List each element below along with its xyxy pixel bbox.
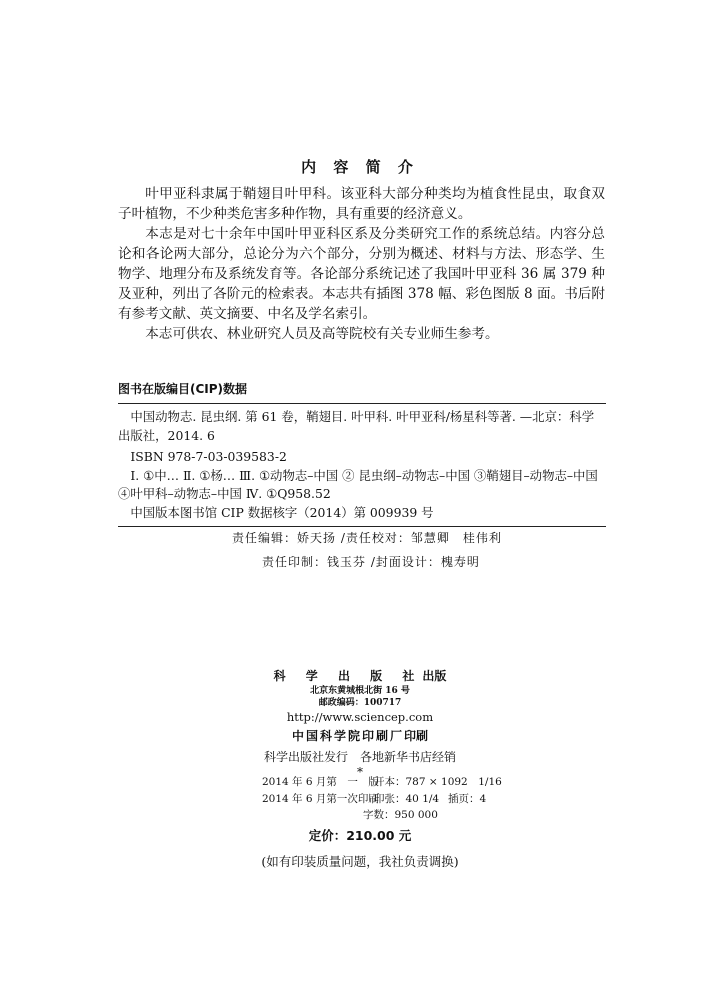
print-specs — [262, 774, 522, 824]
publisher-address: 北京东黄城根北街 16 号 — [310, 686, 410, 696]
imprint — [0, 667, 720, 778]
credits-production: 责任印制：钱玉芬 /封面设计：槐寿明 — [262, 555, 480, 569]
cip-record: 中国动物志. 昆虫纲. 第 61 卷，鞘翅目. 叶甲科. 叶甲亚科/杨星科等著. —北京：科学出版社，2014. 6 — [118, 409, 595, 443]
spec-plates: 插页：4 — [448, 792, 487, 805]
credits — [0, 526, 720, 574]
publisher-url: http://www.sciencep.com — [286, 710, 434, 724]
printer-line — [0, 726, 720, 746]
intro-body — [118, 184, 605, 344]
cip-body — [118, 404, 606, 527]
publisher-name: 科 学 出 版 社 — [273, 669, 423, 683]
intro-paragraph-3: 本志可供农、林业研究人员及高等院校有关专业师生参考。 — [145, 326, 499, 342]
printer-suffix: 印刷 — [404, 729, 429, 743]
printer-name: 中国科学院印刷厂 — [291, 729, 404, 743]
publisher-postcode: 邮政编码：100717 — [318, 698, 402, 708]
credits-editors: 责任编辑：娇天扬 /责任校对：邹慧卿 桂伟利 — [232, 531, 502, 545]
intro-paragraph-1: 叶甲亚科隶属于鞘翅目叶甲科。该亚科大部分种类均为植食性昆虫，取食双子叶植物，不少种类危害多种作物，具有重要的经济意义。 — [118, 186, 605, 222]
cip-heading: 图书在版编目(CIP)数据 — [118, 380, 606, 404]
spec-format: 开本：787 × 1092 1/16 — [374, 776, 502, 788]
specs-row-1 — [262, 774, 522, 791]
spec-words: 字数：950 000 — [363, 809, 438, 821]
cip-block — [118, 380, 606, 527]
spec-print-date: 2014 年 6 月第一次印刷 — [262, 792, 379, 805]
distribution: 科学出版社发行 各地新华书店经销 — [263, 750, 456, 764]
spec-edition: 2014 年 6 月第 一 版 — [262, 776, 379, 788]
cip-isbn: ISBN 978-7-03-039583-2 — [130, 449, 287, 464]
spec-sheets: 印张：40 1/4 — [374, 792, 440, 805]
quality-notice: (如有印装质量问题，我社负责调换) — [261, 854, 459, 869]
publisher-line — [0, 667, 720, 685]
cip-subjects: Ⅰ. ①中… Ⅱ. ①杨… Ⅲ. ①动物志–中国 ② 昆虫纲–动物志–中国 ③鞘翅目–动物志–中国 ④叶甲科–动物志–中国 Ⅳ. ①Q958.52 — [118, 467, 598, 501]
intro-title: 内 容 简 介 — [301, 158, 419, 176]
separator-star: * — [357, 765, 363, 779]
price: 定价：210.00 元 — [308, 828, 412, 843]
cip-library-number: 中国版本图书馆 CIP 数据核字（2014）第 009939 号 — [118, 504, 606, 528]
intro-paragraph-2: 本志是对七十余年中国叶甲亚科区系及分类研究工作的系统总结。内容分总论和各论两大部分，总论分为六个部分，分别为概述、材料与方法、形态学、生物学、地理分布及系统发育等。各论部分系统记述了我国叶甲亚科 36 属 379 种及亚种，列出了各阶元的检索表。本志共有插图 378 幅、彩色图版 8 面。书后附有参考文献、英文摘要、中名及学名索引。 — [118, 226, 605, 322]
publisher-suffix: 出版 — [422, 669, 447, 683]
specs-row-2 — [262, 791, 522, 808]
